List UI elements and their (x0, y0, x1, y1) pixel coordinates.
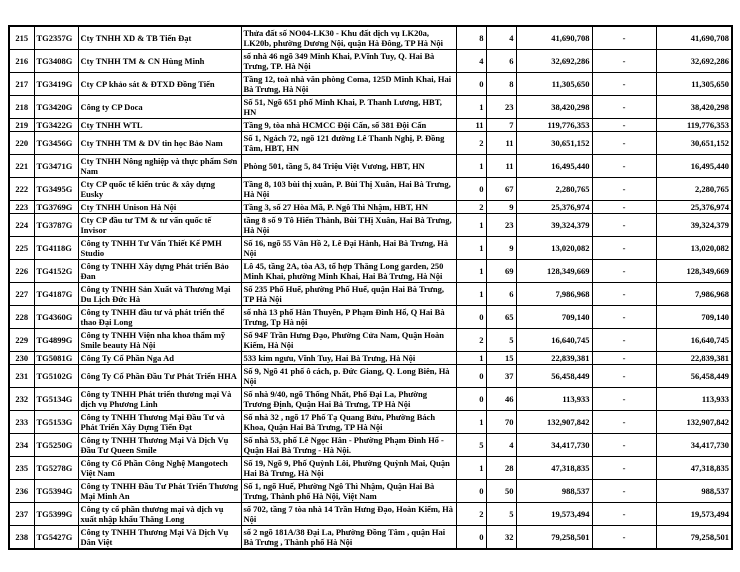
cell-amount1: 30,651,152 (516, 132, 592, 155)
cell-dash: - (592, 178, 656, 201)
cell-amount1: 119,776,353 (516, 119, 592, 132)
table-row (9, 201, 732, 214)
cell-no: 215 (9, 26, 34, 50)
cell-amount1: 7,986,968 (516, 283, 592, 306)
cell-no: 234 (9, 434, 34, 457)
cell-amount2: 56,458,449 (656, 365, 732, 388)
cell-num1: 0 (456, 526, 486, 550)
cell-num2: 4 (486, 434, 516, 457)
cell-code: TG5394G (34, 480, 78, 503)
cell-address: Tầng 3, số 27 Hòa Mã, P. Ngô Thì Nhậm, HBT, HN (241, 201, 456, 214)
cell-dash: - (592, 96, 656, 119)
cell-num1: 4 (456, 50, 486, 73)
cell-amount1: 128,349,669 (516, 260, 592, 283)
cell-name: Cty TNHH TM & CN Hùng Minh (78, 50, 241, 73)
cell-name: Công ty cổ phần thương mại và dịch vụ xuất nhập khẩu Thăng Long (78, 503, 241, 526)
cell-num1: 0 (456, 178, 486, 201)
cell-amount1: 988,537 (516, 480, 592, 503)
cell-name: Công ty TNHH Thương Mại Đầu Tư và Phát Triển Xây Dựng Tiến Đạt (78, 411, 241, 434)
cell-dash: - (592, 201, 656, 214)
cell-code: TG3422G (34, 119, 78, 132)
cell-num1: 1 (456, 352, 486, 365)
cell-dash: - (592, 526, 656, 550)
cell-num2: 28 (486, 457, 516, 480)
cell-num2: 5 (486, 503, 516, 526)
cell-num1: 2 (456, 201, 486, 214)
cell-num2: 32 (486, 526, 516, 550)
cell-address: Số 51, Ngõ 651 phố Minh Khai, P. Thanh Lương, HBT, HN (241, 96, 456, 119)
cell-num1: 1 (456, 214, 486, 237)
cell-num1: 0 (456, 480, 486, 503)
cell-amount1: 113,933 (516, 388, 592, 411)
cell-amount2: 128,349,669 (656, 260, 732, 283)
cell-code: TG5399G (34, 503, 78, 526)
cell-no: 216 (9, 50, 34, 73)
cell-no: 232 (9, 388, 34, 411)
cell-amount1: 47,318,835 (516, 457, 592, 480)
cell-name: Công ty TNHH đầu tư và phát triển thể thao Đại Long (78, 306, 241, 329)
cell-dash: - (592, 73, 656, 96)
cell-dash: - (592, 411, 656, 434)
cell-name: Công ty TNHH Sản Xuất và Thương Mại Du Lịch Đức Hà (78, 283, 241, 306)
table-row (9, 26, 732, 50)
cell-address: Phòng 501, tầng 5, 84 Triệu Việt Vương, HBT, HN (241, 155, 456, 178)
cell-num2: 5 (486, 329, 516, 352)
cell-num1: 0 (456, 388, 486, 411)
cell-address: Số 16, ngõ 55 Vân Hồ 2, Lê Đại Hành, Hai Bà Trưng, Hà Nội (241, 237, 456, 260)
cell-amount2: 709,140 (656, 306, 732, 329)
cell-code: TG5081G (34, 352, 78, 365)
cell-dash: - (592, 365, 656, 388)
table-row (9, 388, 732, 411)
cell-address: tầng 8 số 9 Tô Hiến Thành, Bùi THị Xuân, Hai Bà Trưng, Hà Nội (241, 214, 456, 237)
cell-address: số nhà 13 phố Hàn Thuyên, P Phạm Đình Hổ, Q Hai Bà Trưng, Tp Hà nội (241, 306, 456, 329)
table-row (9, 411, 732, 434)
cell-amount1: 22,839,381 (516, 352, 592, 365)
companies-table (8, 25, 733, 550)
cell-no: 220 (9, 132, 34, 155)
table-row (9, 526, 732, 550)
cell-num1: 1 (456, 411, 486, 434)
cell-num1: 0 (456, 365, 486, 388)
table-row (9, 434, 732, 457)
cell-code: TG5278G (34, 457, 78, 480)
cell-name: Cty CP khảo sát & ĐTXD Đồng Tiến (78, 73, 241, 96)
cell-code: TG3471G (34, 155, 78, 178)
table-row (9, 480, 732, 503)
cell-dash: - (592, 155, 656, 178)
cell-num1: 2 (456, 132, 486, 155)
cell-no: 217 (9, 73, 34, 96)
cell-num1: 0 (456, 73, 486, 96)
cell-amount1: 56,458,449 (516, 365, 592, 388)
cell-name: Công ty TNHH Thương Mại Và Dịch Vụ Đầu Tư Queen Smile (78, 434, 241, 457)
cell-num2: 9 (486, 201, 516, 214)
cell-num1: 1 (456, 457, 486, 480)
cell-code: TG3419G (34, 73, 78, 96)
cell-amount1: 2,280,765 (516, 178, 592, 201)
cell-no: 226 (9, 260, 34, 283)
cell-address: 533 kim ngưu, Vĩnh Tuy, Hai Bà Trưng, Hà Nội (241, 352, 456, 365)
cell-code: TG2357G (34, 26, 78, 50)
table-row (9, 306, 732, 329)
cell-code: TG3495G (34, 178, 78, 201)
cell-amount1: 32,692,286 (516, 50, 592, 73)
cell-num2: 6 (486, 283, 516, 306)
cell-name: Công Ty Cổ Phần Đầu Tư Phát Triển HHA (78, 365, 241, 388)
cell-amount1: 16,495,440 (516, 155, 592, 178)
cell-num1: 1 (456, 155, 486, 178)
cell-code: TG3456G (34, 132, 78, 155)
cell-amount2: 41,690,708 (656, 26, 732, 50)
cell-name: Công Ty Cổ Phần Nga Ad (78, 352, 241, 365)
cell-num2: 7 (486, 119, 516, 132)
cell-dash: - (592, 119, 656, 132)
cell-address: Tầng 9, tòa nhà HCMCC Đội Cấn, số 381 Đội Cấn (241, 119, 456, 132)
cell-address: Thửa đất số NO04-LK30 - Khu đất dịch vụ LK20a, LK20b, phường Dương Nội, quận Hà Đông, TP Hà Nội (241, 26, 456, 50)
cell-dash: - (592, 237, 656, 260)
table-row (9, 457, 732, 480)
cell-no: 223 (9, 201, 34, 214)
cell-amount1: 79,258,501 (516, 526, 592, 550)
cell-amount1: 19,573,494 (516, 503, 592, 526)
cell-no: 218 (9, 96, 34, 119)
cell-amount2: 13,020,082 (656, 237, 732, 260)
cell-no: 229 (9, 329, 34, 352)
cell-address: Số 1, ngõ Huế, Phường Ngô Thì Nhậm, Quận Hai Bà Trưng, Thành phố Hà Nội, Việt Nam (241, 480, 456, 503)
cell-name: Công ty CP Doca (78, 96, 241, 119)
cell-amount2: 25,376,974 (656, 201, 732, 214)
table-row (9, 352, 732, 365)
cell-amount2: 113,933 (656, 388, 732, 411)
cell-dash: - (592, 50, 656, 73)
cell-num2: 6 (486, 50, 516, 73)
cell-amount2: 16,495,440 (656, 155, 732, 178)
cell-no: 221 (9, 155, 34, 178)
table-row (9, 155, 732, 178)
cell-name: Cty TNHH Unison Hà Nội (78, 201, 241, 214)
cell-name: Công ty TNHH Phát triển thương mại Và dịch vụ Phương Linh (78, 388, 241, 411)
cell-name: Công ty TNHH Thương Mại Và Dịch Vụ Dân Việt (78, 526, 241, 550)
cell-code: TG4360G (34, 306, 78, 329)
cell-dash: - (592, 26, 656, 50)
cell-address: số nhà 46 ngõ 349 Minh Khai, P.Vĩnh Tuy, Q. Hai Bà Trưng, TP. Hà Nội (241, 50, 456, 73)
cell-name: Cty TNHH XD & TB Tiến Đạt (78, 26, 241, 50)
cell-no: 228 (9, 306, 34, 329)
cell-dash: - (592, 214, 656, 237)
table-row (9, 365, 732, 388)
cell-dash: - (592, 388, 656, 411)
cell-amount1: 709,140 (516, 306, 592, 329)
cell-num2: 67 (486, 178, 516, 201)
cell-address: Tầng 8, 103 bùi thị xuân, P. Bùi Thị Xuân, Hai Bà Trưng, Hà Nội (241, 178, 456, 201)
cell-address: Số nhà 9/40, ngõ Thống Nhất, Phố Đại La, Phường Trương Định, Quận Hai Bà Trưng, TP Hà Nội (241, 388, 456, 411)
cell-num2: 15 (486, 352, 516, 365)
cell-code: TG3420G (34, 96, 78, 119)
cell-no: 219 (9, 119, 34, 132)
cell-no: 230 (9, 352, 34, 365)
cell-name: Cty CP quốc tế kiến trúc & xây dựng Eusky (78, 178, 241, 201)
cell-code: TG3769G (34, 201, 78, 214)
cell-amount2: 19,573,494 (656, 503, 732, 526)
cell-num1: 1 (456, 96, 486, 119)
cell-no: 225 (9, 237, 34, 260)
cell-num1: 2 (456, 329, 486, 352)
table-row (9, 132, 732, 155)
cell-code: TG3408G (34, 50, 78, 73)
table-row (9, 237, 732, 260)
table-row (9, 178, 732, 201)
cell-num2: 11 (486, 132, 516, 155)
cell-num2: 8 (486, 73, 516, 96)
cell-num2: 23 (486, 96, 516, 119)
cell-amount2: 30,651,152 (656, 132, 732, 155)
cell-address: số 2 ngõ 181A/38 Đại La, Phường Đồng Tâm , quận Hai Bà Trưng , Thành phố Hà Nội (241, 526, 456, 550)
cell-num2: 9 (486, 237, 516, 260)
cell-amount2: 34,417,730 (656, 434, 732, 457)
cell-address: Số 235 Phố Huế, phường Phố Huế, quận Hai Bà Trưng, TP Hà Nội (241, 283, 456, 306)
cell-name: Công ty TNHH Xây dựng Phát triển Bảo Đan (78, 260, 241, 283)
cell-amount1: 25,376,974 (516, 201, 592, 214)
cell-name: Công ty TNHH Đầu Tư Phát Triển Thương Mại Minh An (78, 480, 241, 503)
cell-num2: 4 (486, 26, 516, 50)
cell-num2: 46 (486, 388, 516, 411)
cell-no: 224 (9, 214, 34, 237)
cell-address: Lô 45, tầng 2A, tòa A3, tổ hợp Thăng Long garden, 250 Minh Khai, phường Minh Khai, Hai Bà Trưng, Hà Nội (241, 260, 456, 283)
cell-name: Cty TNHH Nông nghiệp và thực phẩm Sơn Nam (78, 155, 241, 178)
cell-code: TG3787G (34, 214, 78, 237)
cell-num1: 5 (456, 434, 486, 457)
cell-address: Số 9, Ngõ 41 phố ô cách, p. Đức Giang, Q. Long Biên, Hà Nội (241, 365, 456, 388)
cell-amount2: 988,537 (656, 480, 732, 503)
table-row (9, 119, 732, 132)
cell-amount1: 39,324,379 (516, 214, 592, 237)
cell-num1: 8 (456, 26, 486, 50)
cell-name: Công ty TNHH Tư Vấn Thiết Kế PMH Studio (78, 237, 241, 260)
cell-address: số 702, tầng 7 tòa nhà 14 Trần Hưng Đạo, Hoàn Kiếm, Hà Nội (241, 503, 456, 526)
cell-amount1: 34,417,730 (516, 434, 592, 457)
cell-code: TG4152G (34, 260, 78, 283)
cell-amount2: 16,640,745 (656, 329, 732, 352)
table-row (9, 50, 732, 73)
cell-code: TG5153G (34, 411, 78, 434)
cell-num2: 37 (486, 365, 516, 388)
cell-address: Số nhà 32 , ngõ 17 Phố Tạ Quang Bửu, Phường Bách Khoa, Quận Hai Bà Trưng, TP Hà Nội (241, 411, 456, 434)
cell-amount2: 38,420,298 (656, 96, 732, 119)
cell-name: Công ty TNHH Viện nha khoa thẩm mỹ Smile beauty Hà Nội (78, 329, 241, 352)
cell-code: TG5102G (34, 365, 78, 388)
cell-no: 231 (9, 365, 34, 388)
table-row (9, 283, 732, 306)
cell-amount2: 47,318,835 (656, 457, 732, 480)
table-row (9, 260, 732, 283)
cell-num1: 11 (456, 119, 486, 132)
cell-no: 238 (9, 526, 34, 550)
cell-dash: - (592, 260, 656, 283)
cell-no: 236 (9, 480, 34, 503)
table-row (9, 96, 732, 119)
cell-dash: - (592, 434, 656, 457)
cell-name: Cty TNHH WTL (78, 119, 241, 132)
cell-name: Cty TNHH TM & DV tin học Bảo Nam (78, 132, 241, 155)
cell-num2: 23 (486, 214, 516, 237)
cell-amount2: 39,324,379 (656, 214, 732, 237)
cell-amount2: 7,986,968 (656, 283, 732, 306)
cell-address: Tầng 12, toà nhà văn phòng Coma, 125D Minh Khai, Hai Bà Trưng, Hà Nội (241, 73, 456, 96)
table-row (9, 214, 732, 237)
cell-code: TG5427G (34, 526, 78, 550)
cell-num1: 0 (456, 306, 486, 329)
cell-code: TG5250G (34, 434, 78, 457)
cell-dash: - (592, 283, 656, 306)
cell-amount1: 13,020,082 (516, 237, 592, 260)
cell-amount2: 132,907,842 (656, 411, 732, 434)
cell-amount1: 41,690,708 (516, 26, 592, 50)
cell-amount1: 11,305,650 (516, 73, 592, 96)
cell-dash: - (592, 480, 656, 503)
cell-no: 227 (9, 283, 34, 306)
cell-dash: - (592, 132, 656, 155)
cell-address: Số 19, Ngõ 9, Phố Quỳnh Lôi, Phường Quỳnh Mai, Quận Hai Bà Trưng, Hà Nội (241, 457, 456, 480)
cell-num2: 11 (486, 155, 516, 178)
table-row (9, 73, 732, 96)
cell-code: TG5134G (34, 388, 78, 411)
cell-no: 235 (9, 457, 34, 480)
cell-num1: 1 (456, 260, 486, 283)
table-row (9, 503, 732, 526)
cell-num2: 70 (486, 411, 516, 434)
cell-num1: 2 (456, 503, 486, 526)
cell-amount2: 11,305,650 (656, 73, 732, 96)
cell-code: TG4187G (34, 283, 78, 306)
cell-amount2: 2,280,765 (656, 178, 732, 201)
cell-num1: 1 (456, 283, 486, 306)
cell-no: 233 (9, 411, 34, 434)
cell-amount2: 79,258,501 (656, 526, 732, 550)
cell-dash: - (592, 306, 656, 329)
cell-name: Cty CP đầu tư TM & tư vấn quốc tế Invisor (78, 214, 241, 237)
cell-amount2: 22,839,381 (656, 352, 732, 365)
cell-dash: - (592, 352, 656, 365)
cell-amount1: 38,420,298 (516, 96, 592, 119)
cell-amount1: 132,907,842 (516, 411, 592, 434)
cell-code: TG4899G (34, 329, 78, 352)
cell-address: Số 1, Ngách 72, ngõ 121 đường Lê Thanh Nghị, P. Đồng Tâm, HBT, HN (241, 132, 456, 155)
cell-amount2: 32,692,286 (656, 50, 732, 73)
cell-name: Công ty Cổ Phần Công Nghệ Mangotech Việt Nam (78, 457, 241, 480)
cell-num1: 1 (456, 237, 486, 260)
cell-no: 222 (9, 178, 34, 201)
cell-address: Số 94F Trần Hưng Đạo, Phường Cửa Nam, Quận Hoàn Kiếm, Hà Nội (241, 329, 456, 352)
cell-address: Số nhà 53, phố Lê Ngọc Hân - Phường Phạm Đình Hổ - Quận Hai Bà Trưng - Hà Nội. (241, 434, 456, 457)
cell-num2: 65 (486, 306, 516, 329)
cell-num2: 50 (486, 480, 516, 503)
cell-code: TG4118G (34, 237, 78, 260)
cell-amount1: 16,640,745 (516, 329, 592, 352)
cell-num2: 69 (486, 260, 516, 283)
table-row (9, 329, 732, 352)
cell-no: 237 (9, 503, 34, 526)
cell-dash: - (592, 457, 656, 480)
cell-dash: - (592, 329, 656, 352)
cell-amount2: 119,776,353 (656, 119, 732, 132)
cell-dash: - (592, 503, 656, 526)
